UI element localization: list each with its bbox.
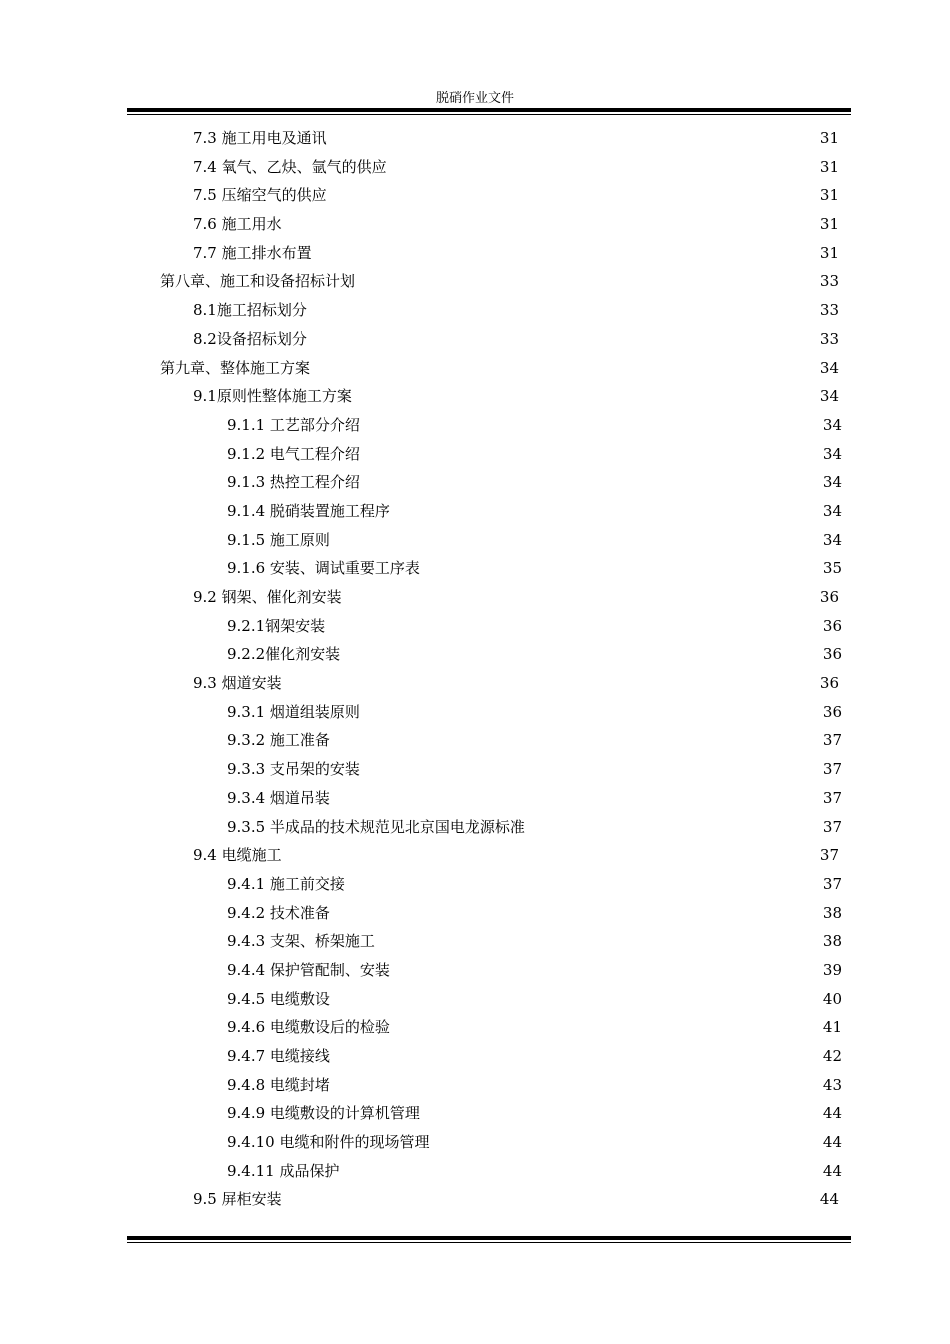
toc-entry[interactable] xyxy=(127,296,851,325)
toc-entry-title: 9.1.5 施工原则 xyxy=(227,530,330,549)
toc-entry-title: 9.4.3 支架、桥架施工 xyxy=(227,932,375,951)
table-of-contents xyxy=(127,124,851,1214)
toc-entry-page-number: 44 xyxy=(819,1190,839,1209)
toc-entry-title: 9.1.2 电气工程介绍 xyxy=(227,444,360,463)
toc-entry[interactable] xyxy=(127,554,851,583)
toc-entry-title: 9.4 电缆施工 xyxy=(193,846,282,865)
toc-entry-title: 9.1.3 热控工程介绍 xyxy=(227,473,360,492)
toc-entry[interactable] xyxy=(127,1185,851,1214)
toc-entry[interactable] xyxy=(127,1099,851,1128)
toc-entry-title: 9.1.4 脱硝装置施工程序 xyxy=(227,501,390,520)
page-header-title: 脱硝作业文件 xyxy=(435,91,514,106)
footer-rule xyxy=(127,1236,851,1243)
toc-entry[interactable] xyxy=(127,153,851,182)
toc-entry[interactable] xyxy=(127,927,851,956)
toc-entry[interactable] xyxy=(127,784,851,813)
toc-entry-title: 7.6 施工用水 xyxy=(193,215,282,234)
toc-entry[interactable] xyxy=(127,382,851,411)
toc-entry-page-number: 36 xyxy=(819,674,839,693)
toc-entry-page-number: 33 xyxy=(819,329,839,348)
toc-entry-title: 9.1.1 工艺部分介绍 xyxy=(227,415,360,434)
toc-entry-title: 9.4.10 电缆和附件的现场管理 xyxy=(227,1133,430,1152)
toc-entry[interactable] xyxy=(127,440,851,469)
toc-entry[interactable] xyxy=(127,325,851,354)
toc-entry-title: 9.4.1 施工前交接 xyxy=(227,874,345,893)
toc-entry-page-number: 33 xyxy=(819,301,839,320)
toc-entry-title: 9.4.7 电缆接线 xyxy=(227,1047,330,1065)
toc-entry-title: 7.3 施工用电及通讯 xyxy=(193,129,327,147)
toc-entry-page-number: 37 xyxy=(822,817,842,836)
toc-entry-page-number: 33 xyxy=(819,272,839,291)
toc-entry-title: 9.3.1 烟道组装原则 xyxy=(227,702,360,721)
toc-entry[interactable] xyxy=(127,985,851,1014)
toc-entry-title: 8.1施工招标划分 xyxy=(193,301,307,320)
toc-entry-page-number: 31 xyxy=(819,215,839,234)
toc-entry[interactable] xyxy=(127,726,851,755)
toc-entry-title: 7.7 施工排水布置 xyxy=(193,243,312,262)
toc-entry-page-number: 35 xyxy=(822,559,842,578)
toc-entry[interactable] xyxy=(127,841,851,870)
toc-entry[interactable] xyxy=(127,698,851,727)
toc-entry[interactable] xyxy=(127,411,851,440)
toc-entry-page-number: 38 xyxy=(822,903,842,922)
toc-entry[interactable] xyxy=(127,813,851,842)
toc-entry-page-number: 34 xyxy=(822,415,842,434)
header-rule xyxy=(127,108,851,115)
toc-entry-page-number: 40 xyxy=(822,989,842,1008)
toc-entry[interactable] xyxy=(127,239,851,268)
toc-entry[interactable] xyxy=(127,468,851,497)
toc-entry-page-number: 34 xyxy=(822,501,842,520)
toc-entry-title: 9.4.8 电缆封堵 xyxy=(227,1075,330,1094)
toc-entry[interactable] xyxy=(127,124,851,153)
toc-entry[interactable] xyxy=(127,1013,851,1042)
toc-entry-title: 9.3 烟道安装 xyxy=(193,674,282,693)
toc-entry-page-number: 37 xyxy=(822,874,842,893)
toc-entry-page-number: 31 xyxy=(819,243,839,262)
toc-entry-page-number: 44 xyxy=(822,1133,842,1152)
toc-entry[interactable] xyxy=(127,612,851,641)
toc-entry-title: 7.5 压缩空气的供应 xyxy=(193,186,327,205)
toc-entry-page-number: 34 xyxy=(822,530,842,549)
toc-entry-page-number: 36 xyxy=(819,588,839,606)
toc-entry[interactable] xyxy=(127,526,851,555)
toc-entry-title: 9.4.5 电缆敷设 xyxy=(227,989,330,1008)
toc-entry[interactable] xyxy=(127,1157,851,1186)
toc-entry[interactable] xyxy=(127,640,851,669)
toc-entry-title: 9.4.11 成品保护 xyxy=(227,1161,340,1180)
toc-entry-title: 9.4.4 保护管配制、安装 xyxy=(227,960,390,979)
toc-entry[interactable] xyxy=(127,956,851,985)
toc-entry-page-number: 34 xyxy=(822,444,842,463)
toc-entry[interactable] xyxy=(127,354,851,383)
toc-entry-page-number: 37 xyxy=(822,760,842,779)
toc-entry[interactable] xyxy=(127,181,851,210)
toc-entry-title: 7.4 氧气、乙炔、氩气的供应 xyxy=(193,157,387,176)
toc-entry-page-number: 34 xyxy=(819,387,839,406)
toc-entry[interactable] xyxy=(127,210,851,239)
toc-entry-page-number: 37 xyxy=(819,846,839,865)
toc-entry-title: 9.2.1钢架安装 xyxy=(227,616,326,635)
toc-entry-title: 9.3.5 半成品的技术规范见北京国电龙源标准 xyxy=(227,817,525,836)
toc-entry-title: 9.4.6 电缆敷设后的检验 xyxy=(227,1018,390,1037)
toc-entry-page-number: 44 xyxy=(822,1104,842,1123)
toc-entry-title: 第九章、整体施工方案 xyxy=(160,358,311,377)
toc-entry-page-number: 37 xyxy=(822,731,842,750)
toc-entry-page-number: 36 xyxy=(822,702,842,721)
toc-entry-title: 8.2设备招标划分 xyxy=(193,329,307,348)
toc-entry-page-number: 43 xyxy=(822,1075,842,1094)
toc-entry-title: 9.4.9 电缆敷设的计算机管理 xyxy=(227,1104,420,1123)
toc-entry[interactable] xyxy=(127,267,851,296)
toc-entry-title: 9.1.6 安装、调试重要工序表 xyxy=(227,559,420,578)
toc-entry-page-number: 38 xyxy=(822,932,842,951)
toc-entry-page-number: 31 xyxy=(819,129,839,147)
toc-entry-page-number: 31 xyxy=(819,186,839,205)
toc-entry-page-number: 44 xyxy=(822,1161,842,1180)
toc-entry-title: 9.3.2 施工准备 xyxy=(227,731,330,750)
toc-entry[interactable] xyxy=(127,1071,851,1100)
toc-entry-title: 9.3.4 烟道吊装 xyxy=(227,788,330,807)
toc-entry[interactable] xyxy=(127,669,851,698)
toc-entry-title: 9.2.2催化剂安装 xyxy=(227,645,341,664)
toc-entry-title: 9.4.2 技术准备 xyxy=(227,903,330,922)
toc-entry-title: 9.2 钢架、催化剂安装 xyxy=(193,588,342,606)
toc-entry-page-number: 42 xyxy=(822,1047,842,1065)
toc-entry-page-number: 37 xyxy=(822,788,842,807)
toc-entry[interactable] xyxy=(127,497,851,526)
toc-entry-page-number: 36 xyxy=(822,616,842,635)
toc-entry-page-number: 39 xyxy=(822,960,842,979)
toc-entry-title: 9.3.3 支吊架的安装 xyxy=(227,760,360,779)
toc-entry[interactable] xyxy=(127,1128,851,1157)
toc-entry-page-number: 34 xyxy=(819,358,839,377)
toc-entry-page-number: 41 xyxy=(822,1018,842,1037)
toc-entry[interactable] xyxy=(127,755,851,784)
toc-entry-title: 9.1原则性整体施工方案 xyxy=(193,387,352,406)
toc-entry-page-number: 31 xyxy=(819,157,839,176)
toc-entry[interactable] xyxy=(127,583,851,612)
toc-entry-page-number: 36 xyxy=(822,645,842,664)
toc-entry[interactable] xyxy=(127,899,851,928)
toc-entry[interactable] xyxy=(127,1042,851,1071)
toc-entry[interactable] xyxy=(127,870,851,899)
toc-entry-title: 9.5 屏柜安装 xyxy=(193,1190,282,1209)
toc-entry-page-number: 34 xyxy=(822,473,842,492)
toc-entry-title: 第八章、施工和设备招标计划 xyxy=(160,272,356,291)
